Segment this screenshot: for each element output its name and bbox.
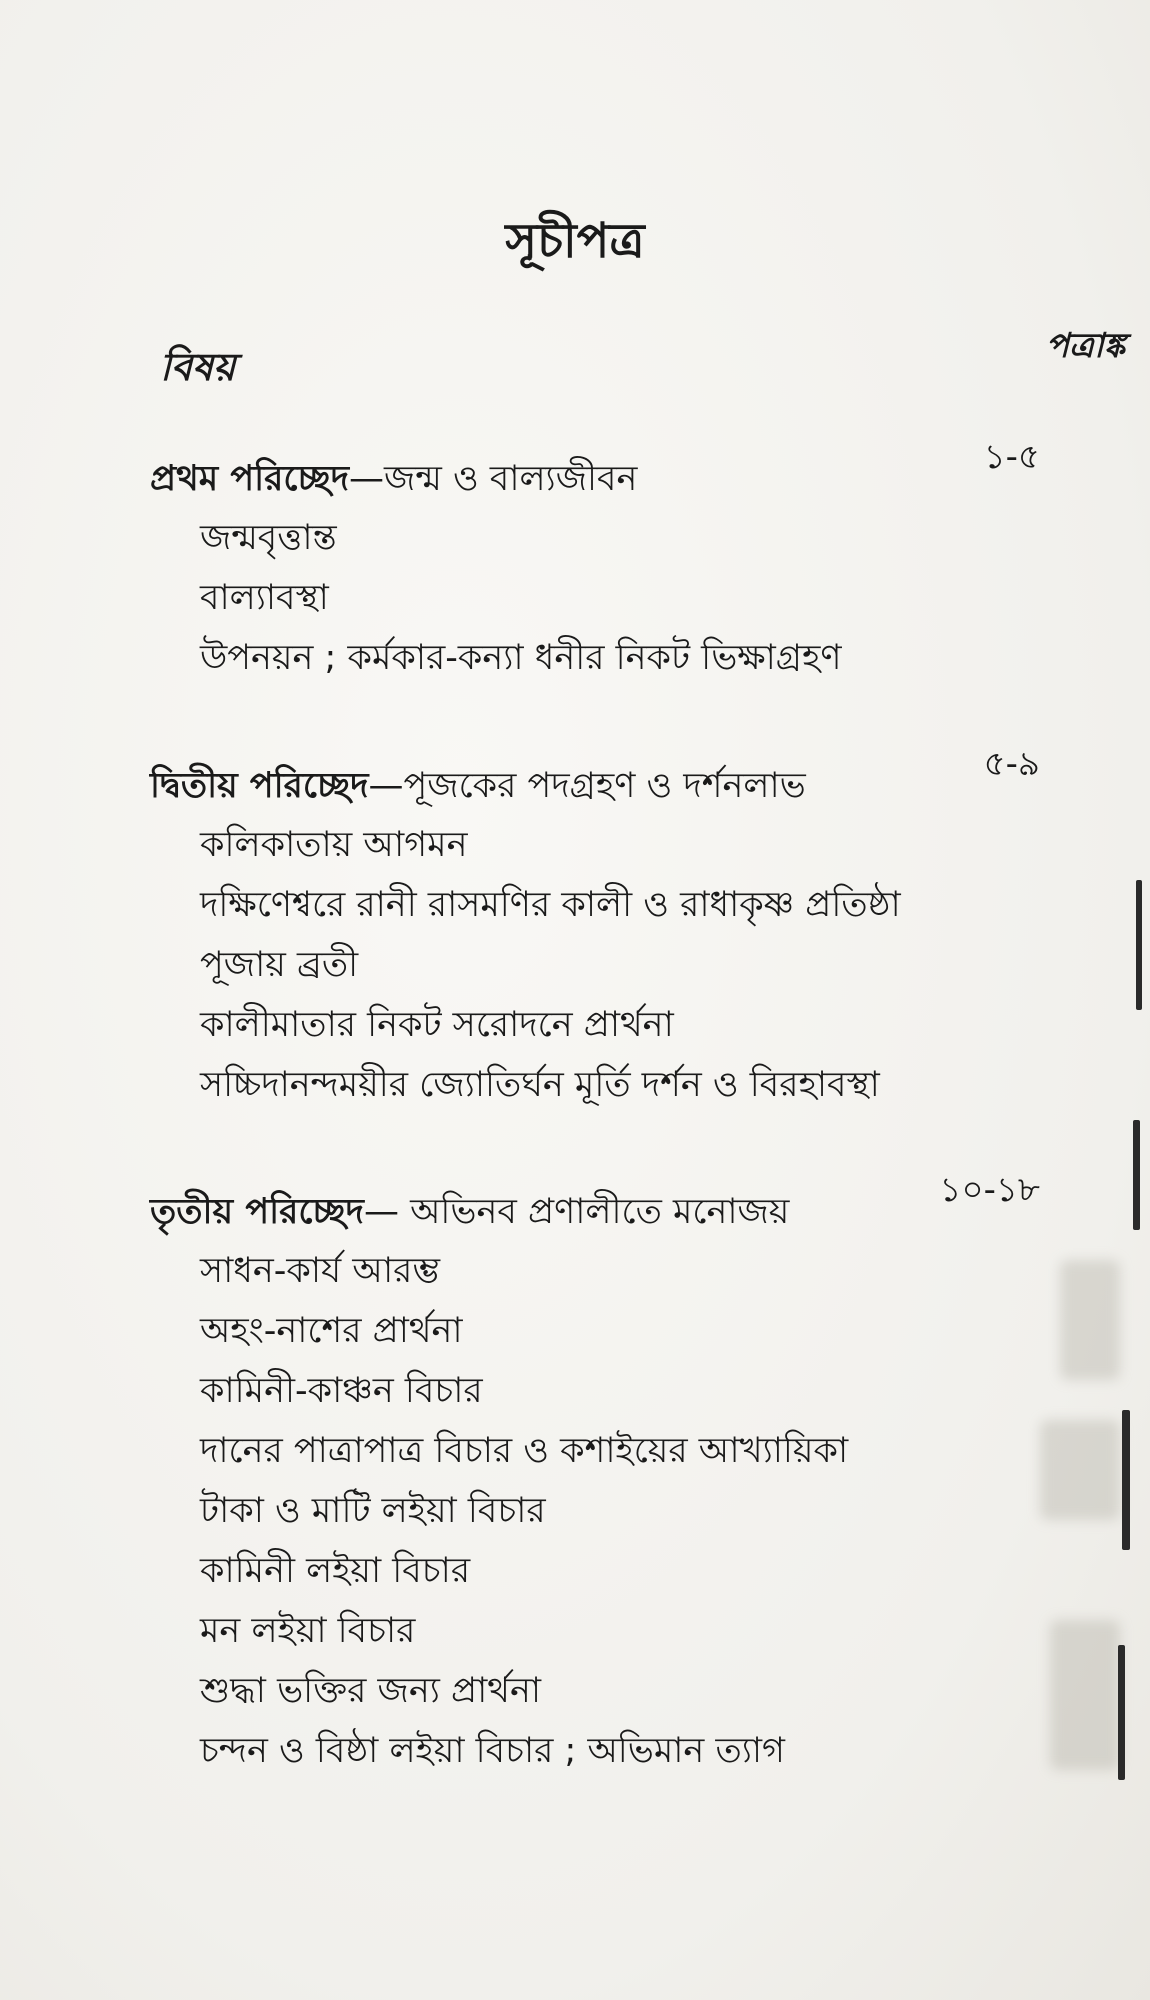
chapter-heading: প্রথম পরিচ্ছেদ—জন্ম ও বাল্যজীবন ১-৫ [150,437,1040,499]
page-edge-mark [1118,1645,1125,1780]
topic-item: শুদ্ধা ভক্তির জন্য প্রার্থনা [200,1671,542,1711]
topic-item: সাধন-কার্য আরম্ভ [200,1251,441,1291]
chapter-block [150,744,1050,1115]
chapter-block [150,437,1050,688]
page-title: সূচীপত্র [505,213,645,269]
topic-item: কামিনী লইয়া বিচার [200,1551,471,1591]
topic-item: কালীমাতার নিকট সরোদনে প্রার্থনা [200,1005,674,1045]
scan-smudge [1040,1420,1120,1520]
topic-item: বাল্যাবস্থা [200,578,329,618]
scan-smudge [1060,1260,1120,1380]
chapter-heading: তৃতীয় পরিচ্ছেদ— অভিনব প্রণালীতে মনোজয় ১০-১৮ [150,1170,1040,1232]
subject-column-heading: বিষয় [160,345,236,389]
topic-item: পূজায় ব্রতী [200,945,359,985]
page-edge-mark [1122,1410,1130,1550]
topic-item: অহং-নাশের প্রার্থনা [200,1311,463,1351]
topic-item: সচ্চিদানন্দময়ীর জ্যোতির্ঘন মূর্তি দর্শন ও বিরহাবস্থা [200,1065,880,1105]
page-number-column-heading: পত্রাঙ্ক [1045,326,1125,366]
scan-smudge [1050,1620,1120,1770]
chapter-name: তৃতীয় পরিচ্ছেদ [150,1192,364,1232]
topic-item: জন্মবৃত্তান্ত [200,518,337,558]
topic-item: কলিকাতায় আগমন [200,825,468,865]
page-edge-mark [1136,880,1142,1010]
topic-item: মন লইয়া বিচার [200,1611,416,1651]
topic-item: কামিনী-কাঞ্চন বিচার [200,1371,483,1411]
chapter-name: দ্বিতীয় পরিচ্ছেদ [150,766,369,806]
topic-item: উপনয়ন ; কর্মকার-কন্যা ধনীর নিকট ভিক্ষাগ্রহণ [200,638,842,678]
topic-item: চন্দন ও বিষ্ঠা লইয়া বিচার ; অভিমান ত্যাগ [200,1731,785,1771]
chapter-subtitle: —পূজকের পদগ্রহণ ও দর্শনলাভ [368,766,806,806]
page-edge-mark [1133,1120,1140,1230]
chapter-subtitle: — অভিনব প্রণালীতে মনোজয় [363,1192,790,1232]
topic-item: দক্ষিণেশ্বরে রানী রাসমণির কালী ও রাধাকৃষ্ণ প্রতিষ্ঠা [200,885,901,925]
chapter-subtitle: —জন্ম ও বাল্যজীবন [349,459,638,499]
chapter-heading: দ্বিতীয় পরিচ্ছেদ—পূজকের পদগ্রহণ ও দর্শনলাভ ৫-৯ [150,744,1040,806]
topic-item: টাকা ও মাটি লইয়া বিচার [200,1491,546,1531]
topic-item: দানের পাত্রাপাত্র বিচার ও কশাইয়ের আখ্যায়িকা [200,1431,849,1471]
chapter-name: প্রথম পরিচ্ছেদ [150,459,350,499]
chapter-block [150,1170,1050,1781]
